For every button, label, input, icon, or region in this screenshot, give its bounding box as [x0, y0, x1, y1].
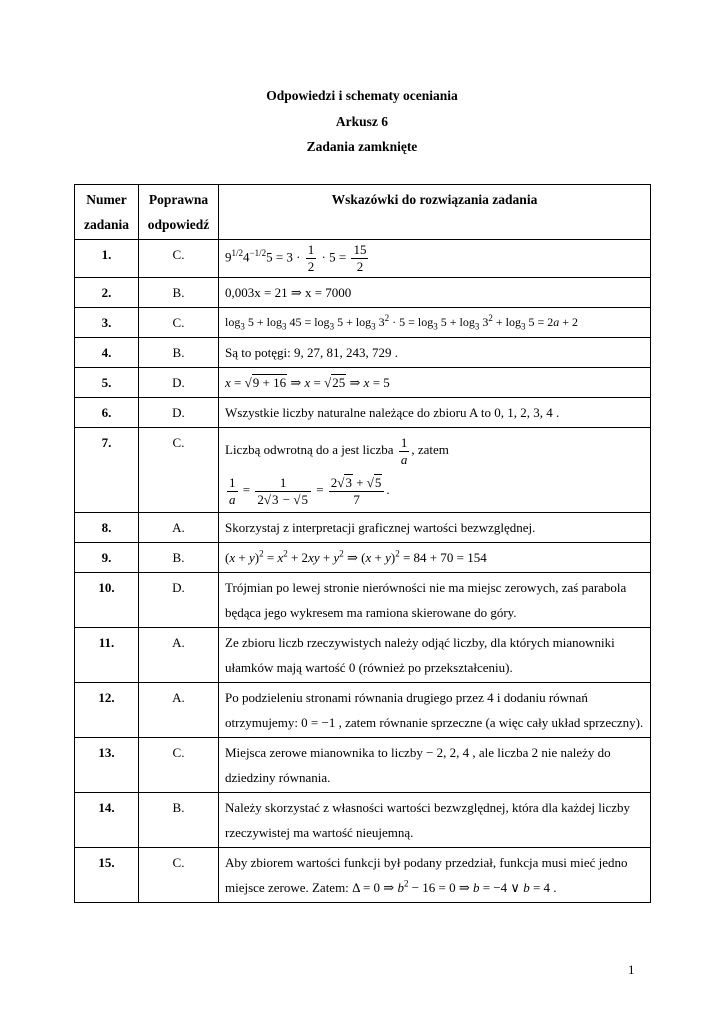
task-answer: C.	[139, 240, 219, 278]
task-hint: Wszystkie liczby naturalne należące do zbioru A to 0, 1, 2, 3, 4 .	[219, 398, 651, 428]
task-answer: D.	[139, 573, 219, 628]
task-hint: Należy skorzystać z własności wartości bezwzględnej, która dla każdej liczby rzeczywistej ma wartość nieujemną.	[219, 793, 651, 848]
task-number: 8.	[75, 513, 139, 543]
section-title: Zadania zamknięte	[306, 139, 418, 154]
table-row	[75, 738, 651, 793]
task-hint: $(x + y)^2 = x^2 + 2xy + y^2$ ⇒ $(x + y)^2 = 84 + 70 = 154$	[219, 543, 651, 573]
task-answer: C.	[139, 308, 219, 338]
task-number: 1.	[75, 240, 139, 278]
task-hint: $9^{1/2}4^{-1/2}5 = 3$ · $\frac{1}{2}$ · 5 = $\frac{15}{2}$	[219, 240, 651, 278]
task-answer: A.	[139, 628, 219, 683]
table-row	[75, 338, 651, 368]
task-hint: x = √9 + 16 ⇒ x = √25 ⇒ x = 5	[219, 368, 651, 398]
table-row	[75, 428, 651, 513]
table-row	[75, 628, 651, 683]
answers-table	[74, 184, 651, 903]
task-answer: C.	[139, 738, 219, 793]
task-number: 4.	[75, 338, 139, 368]
task-number: 14.	[75, 793, 139, 848]
task-number: 7.	[75, 428, 139, 513]
table-row	[75, 513, 651, 543]
task-number: 13.	[75, 738, 139, 793]
table-row	[75, 368, 651, 398]
task-hint: Po podzieleniu stronami równania drugiego przez 4 i dodaniu równań otrzymujemy: 0 = −1 , zatem równanie sprzeczne (a więc cały układ sprzeczny).	[219, 683, 651, 738]
task-hint: Są to potęgi: 9, 27, 81, 243, 729 .	[219, 338, 651, 368]
page-number: 1	[628, 962, 635, 977]
header-answer: Poprawna odpowiedź	[139, 185, 219, 240]
task-answer: D.	[139, 398, 219, 428]
header-hint: Wskazówki do rozwiązania zadania	[219, 185, 651, 240]
task-answer: C.	[139, 428, 219, 513]
table-header-row	[75, 185, 651, 240]
task-number: 6.	[75, 398, 139, 428]
task-number: 5.	[75, 368, 139, 398]
table-row	[75, 278, 651, 308]
task-hint: Miejsca zerowe mianownika to liczby − 2, 2, 4 , ale liczba 2 nie należy do dziedziny równania.	[219, 738, 651, 793]
table-row	[75, 683, 651, 738]
table-row	[75, 848, 651, 903]
table-row	[75, 573, 651, 628]
task-number: 15.	[75, 848, 139, 903]
sheet-label: Arkusz 6	[335, 114, 389, 129]
table-row	[75, 793, 651, 848]
task-answer: B.	[139, 543, 219, 573]
task-number: 11.	[75, 628, 139, 683]
task-number: 12.	[75, 683, 139, 738]
table-row	[75, 543, 651, 573]
task-answer: A.	[139, 683, 219, 738]
task-answer: D.	[139, 368, 219, 398]
task-hint: Trójmian po lewej stronie nierówności nie ma miejsc zerowych, zaś parabola będąca jego wykresem ma ramiona skierowane do góry.	[219, 573, 651, 628]
task-hint: $\log_3 5 + \log_3 45 = \log_3 5 + \log_3 3^2 \cdot 5 = \log_3 5 + \log_3 3^2 + \log_3 5 = 2a + 2$	[219, 308, 651, 338]
header-number: Numer zadania	[75, 185, 139, 240]
table-row	[75, 398, 651, 428]
table-row	[75, 240, 651, 278]
task-number: 10.	[75, 573, 139, 628]
task-answer: B.	[139, 793, 219, 848]
table-row	[75, 308, 651, 338]
task-answer: B.	[139, 338, 219, 368]
task-number: 9.	[75, 543, 139, 573]
task-answer: A.	[139, 513, 219, 543]
task-hint: Aby zbiorem wartości funkcji był podany przedział, funkcja musi mieć jedno miejsce zerowe. Zatem: Δ = 0 ⇒ $b^2 - 16 = 0$ ⇒ b = −4 ∨ b = 4 .	[219, 848, 651, 903]
task-hint: Skorzystaj z interpretacji graficznej wartości bezwzględnej.	[219, 513, 651, 543]
task-answer: C.	[139, 848, 219, 903]
document-title: Odpowiedzi i schematy oceniania	[266, 88, 458, 103]
task-hint: Ze zbioru liczb rzeczywistych należy odjąć liczby, dla których mianowniki ułamków mają wartość 0 (również po przekształceniu).	[219, 628, 651, 683]
task-hint: Liczbą odwrotną do a jest liczba $\frac{1}{a}$ , zatem $\frac{1}{a}$ = $\frac{1}{2√3 - √5}$ = $\frac{2√3 + √5}{7}$ .	[219, 428, 651, 513]
task-number: 2.	[75, 278, 139, 308]
task-answer: B.	[139, 278, 219, 308]
task-number: 3.	[75, 308, 139, 338]
task-hint: 0,003x = 21 ⇒ x = 7000	[219, 278, 651, 308]
